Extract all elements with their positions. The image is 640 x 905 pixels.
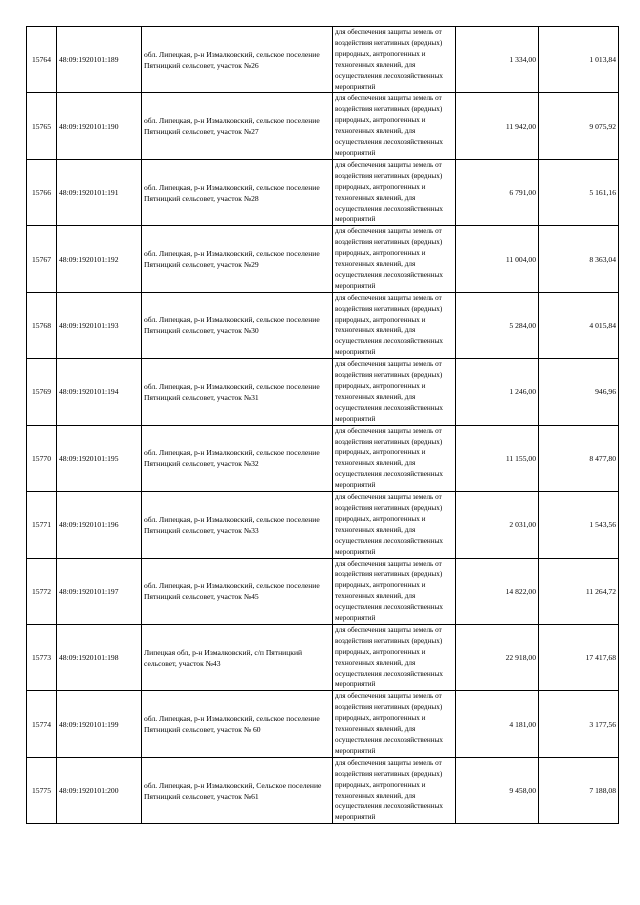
row-number: 15773 [27,624,57,690]
permitted-use: для обеспечения защиты земель от воздействия негативных (вредных) природных, антропогенных и техногенных явлений, для осуществления лесохозяйственных мероприятий [333,624,456,690]
row-number: 15770 [27,425,57,491]
plot-address: обл. Липецкая, р-н Измалковский, сельское поселение Пятницкий сельсовет, участок №45 [142,558,333,624]
table-body [27,27,619,824]
row-number: 15766 [27,159,57,225]
table-row [27,492,619,558]
plot-area: 22 918,00 [456,624,539,690]
cadastral-number: 48:09:1920101:198 [57,624,142,690]
cadastral-value: 1 013,84 [539,27,619,93]
plot-address: обл. Липецкая, р-н Измалковский, сельское поселение Пятницкий сельсовет, участок №28 [142,159,333,225]
cadastral-number: 48:09:1920101:193 [57,292,142,358]
plot-address: обл. Липецкая, р-н Измалковский, сельское поселение Пятницкий сельсовет, участок №30 [142,292,333,358]
plot-address: обл. Липецкая, р-н Измалковский, сельское поселение Пятницкий сельсовет, участок №31 [142,359,333,425]
table-row [27,226,619,292]
row-number: 15764 [27,27,57,93]
permitted-use: для обеспечения защиты земель от воздействия негативных (вредных) природных, антропогенных и техногенных явлений, для осуществления лесохозяйственных мероприятий [333,159,456,225]
table-row [27,359,619,425]
cadastral-value: 8 477,80 [539,425,619,491]
plot-address: Липецкая обл, р-н Измалковский, с/п Пятницкий сельсовет, участок №43 [142,624,333,690]
table-row [27,292,619,358]
cadastral-number: 48:09:1920101:200 [57,757,142,823]
row-number: 15769 [27,359,57,425]
cadastral-number: 48:09:1920101:196 [57,492,142,558]
cadastral-value: 17 417,68 [539,624,619,690]
cadastral-value: 3 177,56 [539,691,619,757]
table-row [27,425,619,491]
table-row [27,93,619,159]
permitted-use: для обеспечения защиты земель от воздействия негативных (вредных) природных, антропогенных и техногенных явлений, для осуществления лесохозяйственных мероприятий [333,359,456,425]
row-number: 15772 [27,558,57,624]
cadastral-number: 48:09:1920101:191 [57,159,142,225]
cadastral-number: 48:09:1920101:195 [57,425,142,491]
land-plots-table [26,26,619,824]
permitted-use: для обеспечения защиты земель от воздействия негативных (вредных) природных, антропогенных и техногенных явлений, для осуществления лесохозяйственных мероприятий [333,226,456,292]
permitted-use: для обеспечения защиты земель от воздействия негативных (вредных) природных, антропогенных и техногенных явлений, для осуществления лесохозяйственных мероприятий [333,27,456,93]
plot-area: 11 942,00 [456,93,539,159]
cadastral-value: 9 075,92 [539,93,619,159]
row-number: 15775 [27,757,57,823]
permitted-use: для обеспечения защиты земель от воздействия негативных (вредных) природных, антропогенных и техногенных явлений, для осуществления лесохозяйственных мероприятий [333,757,456,823]
plot-address: обл. Липецкая, р-н Измалковский, сельское поселение Пятницкий сельсовет, участок №26 [142,27,333,93]
plot-area: 11 155,00 [456,425,539,491]
cadastral-value: 1 543,56 [539,492,619,558]
table-row [27,691,619,757]
permitted-use: для обеспечения защиты земель от воздействия негативных (вредных) природных, антропогенных и техногенных явлений, для осуществления лесохозяйственных мероприятий [333,93,456,159]
plot-area: 5 284,00 [456,292,539,358]
permitted-use: для обеспечения защиты земель от воздействия негативных (вредных) природных, антропогенных и техногенных явлений, для осуществления лесохозяйственных мероприятий [333,691,456,757]
table-row [27,558,619,624]
cadastral-value: 946,96 [539,359,619,425]
permitted-use: для обеспечения защиты земель от воздействия негативных (вредных) природных, антропогенных и техногенных явлений, для осуществления лесохозяйственных мероприятий [333,492,456,558]
cadastral-value: 11 264,72 [539,558,619,624]
row-number: 15774 [27,691,57,757]
plot-area: 4 181,00 [456,691,539,757]
plot-address: обл. Липецкая, р-н Измалковский, сельское поселение Пятницкий сельсовет, участок №33 [142,492,333,558]
cadastral-number: 48:09:1920101:192 [57,226,142,292]
cadastral-value: 4 015,84 [539,292,619,358]
cadastral-value: 7 188,08 [539,757,619,823]
permitted-use: для обеспечения защиты земель от воздействия негативных (вредных) природных, антропогенных и техногенных явлений, для осуществления лесохозяйственных мероприятий [333,558,456,624]
table-row [27,757,619,823]
plot-address: обл. Липецкая, р-н Измалковский, Сельское поселение Пятницкий сельсовет, участок №61 [142,757,333,823]
plot-area: 9 458,00 [456,757,539,823]
row-number: 15765 [27,93,57,159]
cadastral-number: 48:09:1920101:197 [57,558,142,624]
plot-area: 1 246,00 [456,359,539,425]
plot-address: обл. Липецкая, р-н Измалковский, сельское поселение Пятницкий сельсовет, участок №27 [142,93,333,159]
table-row [27,159,619,225]
cadastral-number: 48:09:1920101:190 [57,93,142,159]
row-number: 15767 [27,226,57,292]
plot-area: 14 822,00 [456,558,539,624]
plot-area: 1 334,00 [456,27,539,93]
plot-area: 6 791,00 [456,159,539,225]
row-number: 15771 [27,492,57,558]
plot-area: 2 031,00 [456,492,539,558]
plot-address: обл. Липецкая, р-н Измалковский, сельское поселение Пятницкий сельсовет, участок № 60 [142,691,333,757]
plot-area: 11 004,00 [456,226,539,292]
cadastral-number: 48:09:1920101:189 [57,27,142,93]
permitted-use: для обеспечения защиты земель от воздействия негативных (вредных) природных, антропогенных и техногенных явлений, для осуществления лесохозяйственных мероприятий [333,425,456,491]
cadastral-value: 5 161,16 [539,159,619,225]
table-row [27,27,619,93]
plot-address: обл. Липецкая, р-н Измалковский, сельское поселение Пятницкий сельсовет, участок №29 [142,226,333,292]
table-row [27,624,619,690]
cadastral-number: 48:09:1920101:194 [57,359,142,425]
row-number: 15768 [27,292,57,358]
permitted-use: для обеспечения защиты земель от воздействия негативных (вредных) природных, антропогенных и техногенных явлений, для осуществления лесохозяйственных мероприятий [333,292,456,358]
plot-address: обл. Липецкая, р-н Измалковский, сельское поселение Пятницкий сельсовет, участок №32 [142,425,333,491]
cadastral-number: 48:09:1920101:199 [57,691,142,757]
cadastral-value: 8 363,04 [539,226,619,292]
